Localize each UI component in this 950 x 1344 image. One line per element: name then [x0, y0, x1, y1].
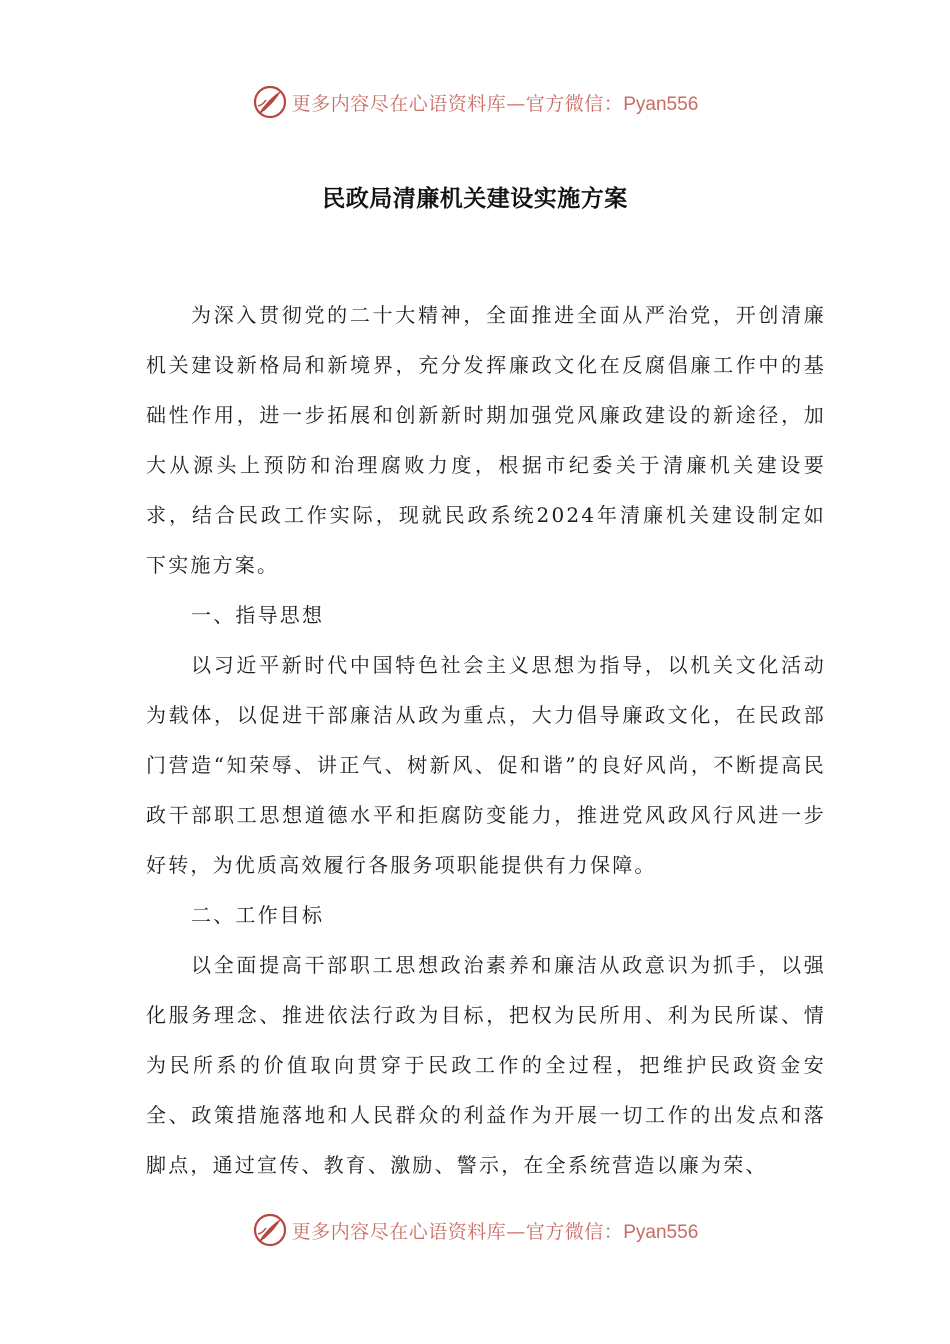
quill-seal-icon: [252, 1212, 288, 1248]
section-heading-work-goals: 二、工作目标: [191, 903, 325, 927]
work-goals-paragraph: 以全面提高干部职工思想政治素养和廉洁从政意识为抓手，以强化服务理念、推进依法行政为目标，把权为民所用、利为民所谋、情为民所系的价值取向贯穿于民政工作的全过程，把维护民政资金安全、政策措施落地和人民群众的利益作为开展一切工作的出发点和落脚点，通过宣传、教育、激励、警示，在全系统营造以廉为荣、: [146, 953, 826, 1177]
section-heading-guiding-ideology: 一、指导思想: [191, 603, 325, 627]
wechat-id: Pyan556: [623, 93, 699, 115]
guiding-ideology-paragraph: 以习近平新时代中国特色社会主义思想为指导，以机关文化活动为载体，以促进干部廉洁从政为重点，大力倡导廉政文化，在民政部门营造“知荣辱、讲正气、树新风、促和谐”的良好风尚，不断提高民政干部职工思想道德水平和拒腐防变能力，推进党风政风行风进一步好转，为优质高效履行各服务项职能提供有力保障。: [146, 653, 826, 877]
intro-paragraph: 为深入贯彻党的二十大精神，全面推进全面从严治党，开创清廉机关建设新格局和新境界，充分发挥廉政文化在反腐倡廉工作中的基础性作用，进一步拓展和创新新时期加强党风廉政建设的新途径，加大从源头上预防和治理腐败力度，根据市纪委关于清廉机关建设要求，结合民政工作实际，现就民政系统2024年清廉机关建设制定如下实施方案。: [146, 303, 826, 577]
document-title: 民政局清廉机关建设实施方案: [322, 186, 628, 212]
banner-text: 更多内容尽在心语资料库—官方微信：Pyan556: [291, 1220, 699, 1243]
quill-seal-icon: [252, 84, 288, 120]
banner-text: 更多内容尽在心语资料库—官方微信：Pyan556: [291, 92, 699, 115]
wechat-id: Pyan556: [623, 1221, 699, 1243]
footer-watermark-banner: [0, 1210, 950, 1250]
header-watermark-banner: [0, 82, 950, 122]
document-body: [146, 290, 826, 1190]
